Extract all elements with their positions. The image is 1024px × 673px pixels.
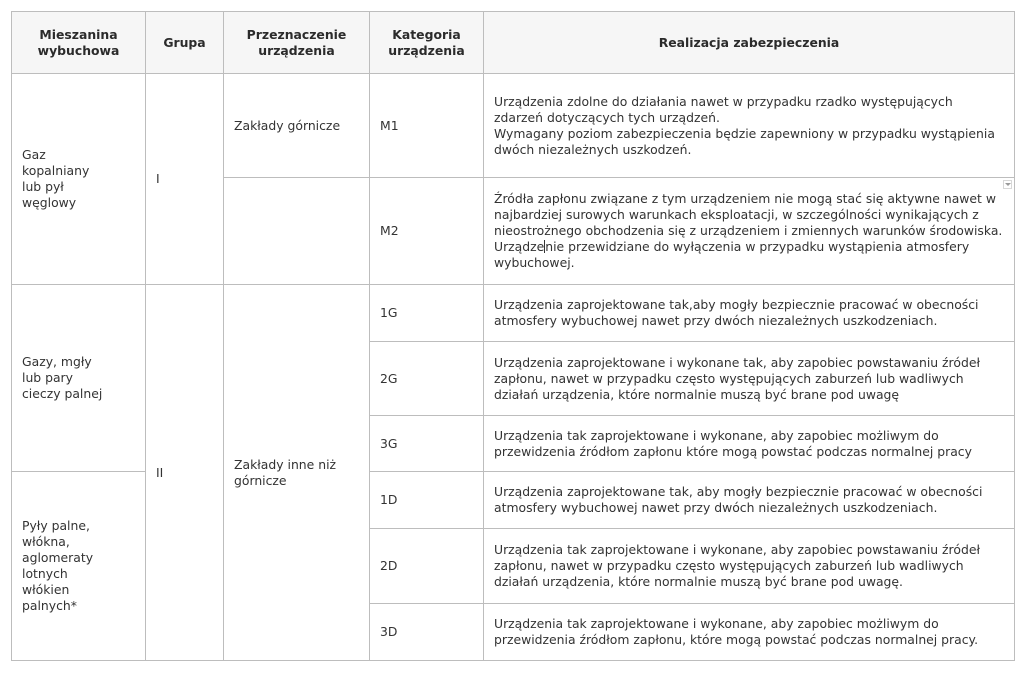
category-cell-m2: M2: [370, 178, 484, 285]
table-row: [12, 74, 1015, 178]
group-cell-i: I: [146, 74, 224, 285]
header-protection: Realizacja zabezpieczenia: [484, 12, 1015, 74]
category-cell-1g: 1G: [370, 285, 484, 342]
description-cell-2d: Urządzenia tak zaprojektowane i wykonane, aby zapobiec powstawaniu źródeł zapłonu, nawet w przypadku często występujących zaburzeń lub wadliwych działań urządzenia, które normalnie muszą być brane pod uwagę.: [484, 529, 1015, 604]
category-cell-1d: 1D: [370, 472, 484, 529]
mixture-cell-dusts: Pyły palne, włókna, aglomeraty lotnych włókien palnych*: [12, 472, 146, 661]
description-cell-m2[interactable]: [484, 178, 1015, 285]
description-cell-3g: Urządzenia tak zaprojektowane i wykonane, aby zapobiec możliwym do przewidzenia źródłom zapłonu które mogą powstać podczas normalnej pracy: [484, 416, 1015, 472]
category-cell-m1: M1: [370, 74, 484, 178]
header-group: Grupa: [146, 12, 224, 74]
mixture-cell-gases: Gazy, mgły lub pary cieczy palnej: [12, 285, 146, 472]
description-m2-part-a: Źródła zapłonu związane z tym urządzeniem nie mogą stać się aktywne nawet w najbardziej surowych warunkach eksploatacji, w szczególności wynikających z nieostrożnego obchodzenia się z urządzeniem i zmiennych warunków środowiska. Urządze: [494, 191, 1003, 254]
description-cell-3d: Urządzenia tak zaprojektowane i wykonane, aby zapobiec możliwym do przewidzenia źródłom zapłonu, które mogą powstać podczas normalnej pracy.: [484, 604, 1015, 661]
purpose-cell-empty: [224, 178, 370, 285]
header-mixture: Mieszanina wybuchowa: [12, 12, 146, 74]
purpose-cell-mining: Zakłady górnicze: [224, 74, 370, 178]
table-row: [12, 285, 1015, 342]
category-cell-3d: 3D: [370, 604, 484, 661]
group-cell-ii: II: [146, 285, 224, 661]
description-cell-1d: Urządzenia zaprojektowane tak, aby mogły bezpiecznie pracować w obecności atmosfery wybuchowej nawet przy dwóch niezależnych uszkodzeniach.: [484, 472, 1015, 529]
category-cell-2d: 2D: [370, 529, 484, 604]
header-category: Kategoria urządzenia: [370, 12, 484, 74]
description-m2-part-b: nie przewidziane do wyłączenia w przypadku wystąpienia atmosfery wybuchowej.: [494, 239, 970, 270]
mixture-cell-mine-gas: Gaz kopalniany lub pył węglowy: [12, 74, 146, 285]
description-cell-2g: Urządzenia zaprojektowane i wykonane tak, aby zapobiec powstawaniu źródeł zapłonu, nawet w przypadku często występujących zaburzeń lub wadliwych działań urządzenia, które normalnie muszą być brane pod uwagę: [484, 342, 1015, 416]
atex-category-table: [11, 11, 1015, 661]
dropdown-arrow-icon[interactable]: [1003, 180, 1012, 189]
description-cell-1g: Urządzenia zaprojektowane tak,aby mogły bezpiecznie pracować w obecności atmosfery wybuchowej nawet przy dwóch niezależnych uszkodzeniach.: [484, 285, 1015, 342]
description-cell-m1: Urządzenia zdolne do działania nawet w przypadku rzadko występujących zdarzeń dotyczących tych urządzeń. Wymagany poziom zabezpieczenia będzie zapewniony w przypadku wystąpienia dwóch niezależnych uszkodzeń.: [484, 74, 1015, 178]
purpose-cell-non-mining: Zakłady inne niż górnicze: [224, 285, 370, 661]
category-cell-3g: 3G: [370, 416, 484, 472]
header-purpose: Przeznaczenie urządzenia: [224, 12, 370, 74]
category-cell-2g: 2G: [370, 342, 484, 416]
header-row: [12, 12, 1015, 74]
